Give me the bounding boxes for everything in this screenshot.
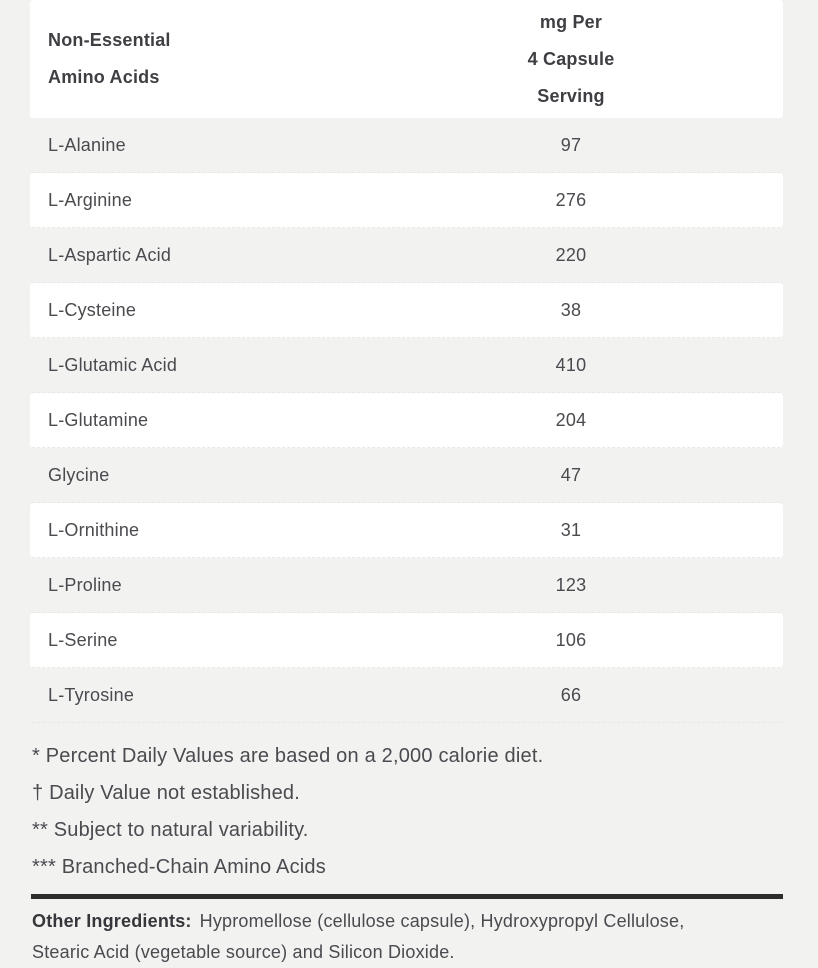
table-body	[30, 118, 783, 723]
footnote-dv-not-established: † Daily Value not established.	[32, 782, 301, 804]
nutrient-name: L-Aspartic Acid	[48, 244, 172, 265]
header-name-line-1: Non-Essential	[48, 30, 171, 50]
nutrient-name: L-Alanine	[48, 134, 126, 155]
nutrient-name: Glycine	[48, 464, 110, 485]
table-row	[30, 448, 783, 503]
nutrient-amount: 123	[555, 574, 587, 595]
nutrient-name: L-Ornithine	[48, 519, 140, 540]
table-row	[30, 118, 783, 173]
other-ingredients-line-2: Stearic Acid (vegetable source) and Silicon Dioxide.	[32, 942, 455, 962]
nutrient-name: L-Cysteine	[48, 299, 137, 320]
nutrient-amount: 47	[560, 464, 582, 485]
table-row	[30, 503, 783, 558]
table-row	[30, 228, 783, 283]
other-ingredients-label: Other Ingredients:	[32, 911, 192, 931]
table-row	[30, 558, 783, 613]
other-ingredients-block	[32, 906, 778, 968]
nutrient-amount: 410	[555, 354, 587, 375]
table-row	[30, 668, 783, 723]
nutrient-name: L-Glutamine	[48, 409, 149, 430]
nutrient-amount: 276	[555, 189, 587, 210]
nutrient-name: L-Serine	[48, 629, 118, 650]
table-row	[30, 173, 783, 228]
footnote-daily-values: * Percent Daily Values are based on a 2,000 calorie diet.	[32, 745, 544, 767]
table-row	[30, 338, 783, 393]
nutrient-name: L-Proline	[48, 574, 122, 595]
nutrient-amount: 97	[560, 134, 582, 155]
header-amount-line-1: mg Per	[539, 11, 603, 32]
table-row	[30, 613, 783, 668]
thick-divider-rule	[31, 894, 783, 899]
other-ingredients-line-1	[32, 906, 778, 937]
other-ingredients-text-1: Hypromellose (cellulose capsule), Hydroxypropyl Cellulose,	[199, 911, 685, 931]
header-amount-line-3: Serving	[537, 85, 605, 106]
nutrient-amount: 220	[555, 244, 587, 265]
column-header-nutrient	[30, 22, 359, 96]
nutrient-name: L-Tyrosine	[48, 684, 135, 705]
header-name-line-2: Amino Acids	[48, 67, 160, 87]
nutrient-name: L-Arginine	[48, 189, 133, 210]
header-amount-line-2: 4 Capsule	[527, 48, 615, 69]
nutrient-name: L-Glutamic Acid	[48, 354, 178, 375]
nutrient-amount: 38	[560, 299, 582, 320]
footnote-bcaa: *** Branched-Chain Amino Acids	[32, 856, 326, 878]
nutrient-amount: 31	[560, 519, 582, 540]
footnotes-block	[32, 738, 788, 886]
table-header-row	[30, 0, 783, 118]
footnote-natural-variability: ** Subject to natural variability.	[32, 819, 309, 841]
table-row	[30, 393, 783, 448]
table-row	[30, 283, 783, 338]
column-header-amount	[359, 4, 783, 115]
amino-acids-table	[30, 0, 783, 723]
nutrient-amount: 204	[555, 409, 587, 430]
nutrient-amount: 66	[560, 684, 582, 705]
nutrient-amount: 106	[555, 629, 587, 650]
